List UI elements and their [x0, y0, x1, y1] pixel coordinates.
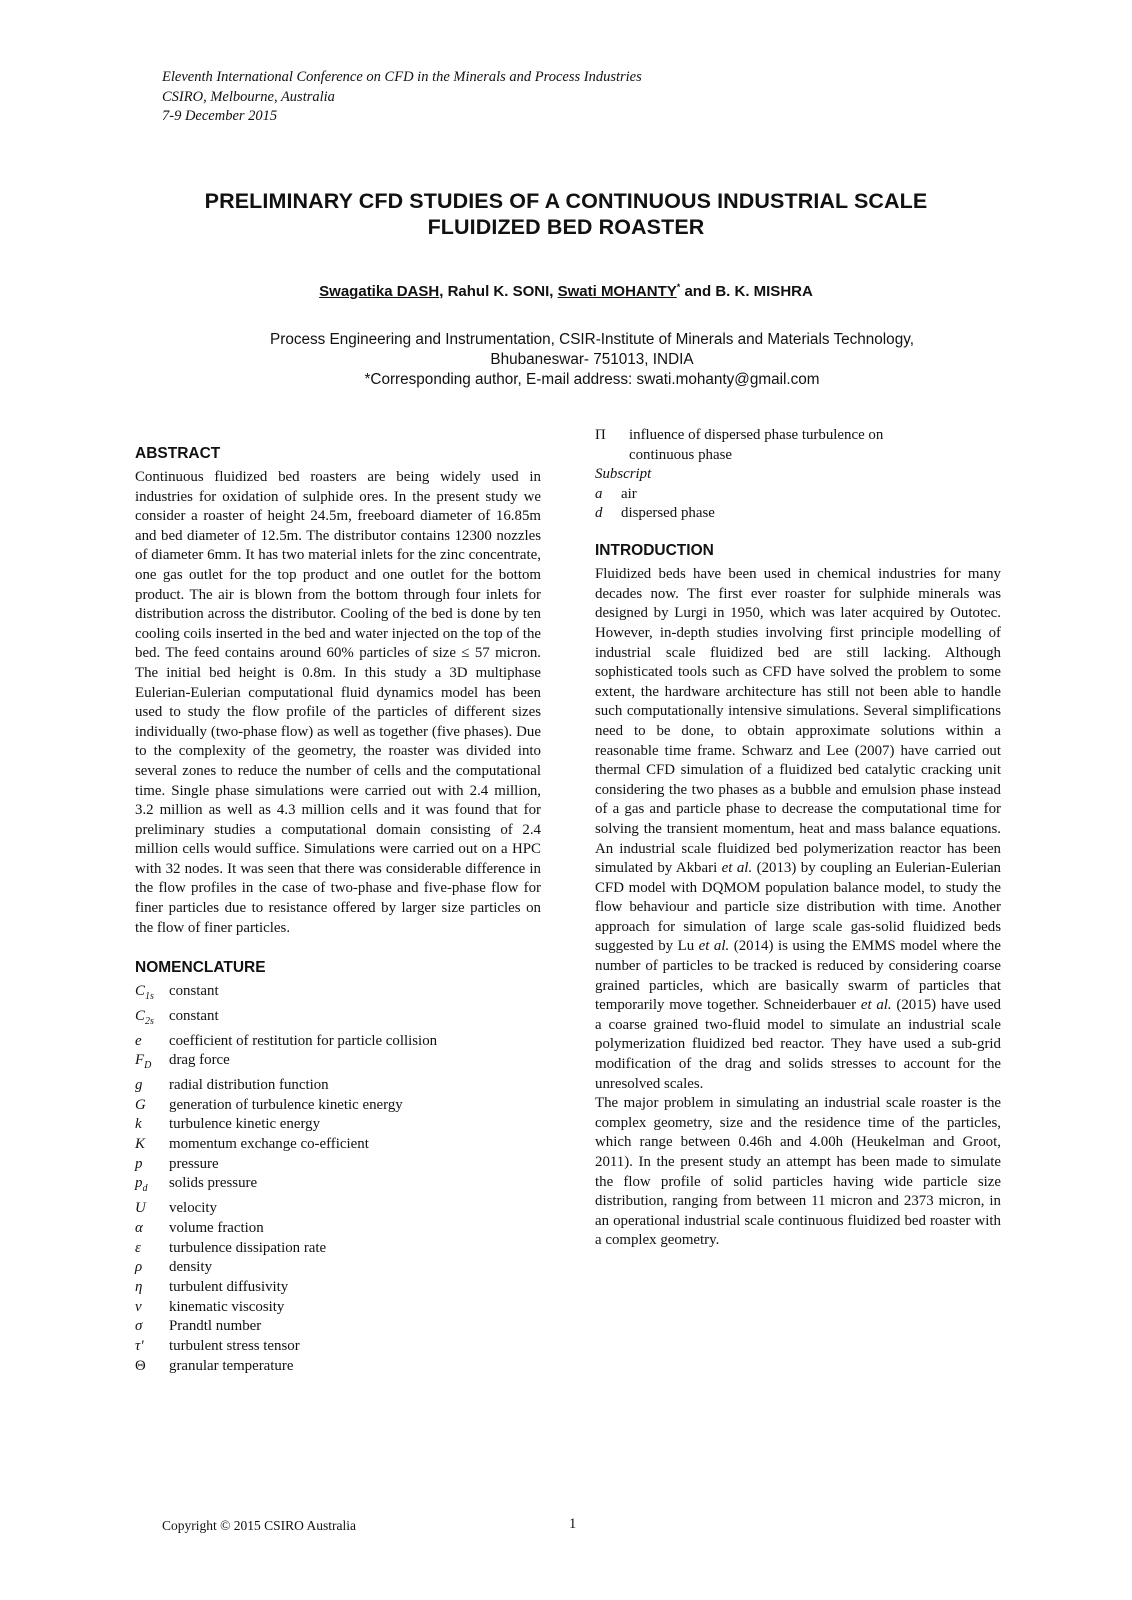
nomenclature-symbol: k [135, 1116, 142, 1133]
nomenclature-symbol: η [135, 1278, 143, 1295]
author-2: Rahul K. SONI [447, 283, 550, 300]
nomenclature-description [629, 426, 1001, 465]
introduction-paragraph-1 [595, 565, 1001, 1094]
corresponding-mark: * [676, 282, 681, 292]
title-line-1: PRELIMINARY CFD STUDIES OF A CONTINUOUS INDUSTRIAL SCALE [204, 189, 928, 213]
author-separator: and [680, 283, 716, 300]
title-line-2: FLUIDIZED BED ROASTER [427, 215, 705, 239]
nomenclature-item [135, 982, 541, 1007]
copyright-notice: Copyright © 2015 CSIRO Australia [162, 1518, 357, 1533]
nomenclature-description: kinematic viscosity [169, 1298, 285, 1315]
pi-desc-line-1: influence of dispersed phase turbulence on [629, 427, 884, 443]
nomenclature-symbol: $p_d$ [135, 1175, 148, 1195]
author-separator: , [549, 283, 558, 300]
introduction-heading: INTRODUCTION [595, 542, 714, 560]
nomenclature-item [135, 1096, 541, 1116]
nomenclature-symbol: α [135, 1219, 143, 1236]
nomenclature-symbol: $C_{1s}$ [135, 983, 154, 1003]
nomenclature-heading: NOMENCLATURE [135, 959, 266, 977]
intro-text: (2013) by coupling an Eulerian-Eulerian CFD model with DQMOM population balance model, to study the flow behaviour and particle size distribution with time. Another approach for simulation of large scale gas-solid fluidized beds suggested by Lu [595, 860, 1002, 955]
nomenclature-item [135, 1032, 541, 1052]
subscript-item [595, 504, 1001, 524]
nomenclature-description: momentum exchange co-efficient [169, 1136, 369, 1153]
nomenclature-item [135, 1115, 541, 1135]
right-column [595, 426, 1001, 1251]
corresponding-email: *Corresponding author, E-mail address: swati.mohanty@gmail.com [364, 371, 820, 388]
nomenclature-description: turbulence kinetic energy [169, 1116, 321, 1133]
nomenclature-description: velocity [169, 1200, 217, 1217]
subscript-symbol: d [595, 505, 603, 522]
conference-dates: 7-9 December 2015 [162, 108, 278, 124]
nomenclature-description: generation of turbulence kinetic energy [169, 1096, 403, 1113]
nomenclature-symbol: τ' [135, 1338, 144, 1355]
introduction-paragraph-2: The major problem in simulating an industrial scale roaster is the complex geometry, size and the residence time of the particles, which range between 0.46h and 4.00h (Heukelman and Groot, 2011). In the present study an attempt has been made to simulate the flow profile of solid particles having wide particle size distribution, ranging from between 11 micron and 2373 micron, in an operational industrial scale continuous fluidized bed roaster with a complex geometry. [595, 1095, 1001, 1249]
conference-header [162, 68, 642, 127]
nomenclature-description: volume fraction [169, 1219, 264, 1236]
nomenclature-symbol: ε [135, 1239, 141, 1256]
author-list [150, 282, 982, 300]
nomenclature-symbol: U [135, 1200, 146, 1217]
nomenclature-symbol: σ [135, 1318, 143, 1335]
abstract-text: Continuous fluidized bed roasters are being widely used in industries for oxidation of sulphide ores. In the present study we consider a roaster of height 24.5m, freeboard diameter of 16.85m and bed diameter of 12.5m. The distributor contains 12300 nozzles of diameter 6mm. It has two material inlets for the zinc concentrate, one gas outlet for the top product and one outlet for the bottom product. The air is blown from the bottom through four inlets for distribution across the distributor. Cooling of the bed is done by ten cooling coils inserted in the bed and water injected on the top of the bed. The feed contains around 60% particles of size ≤ 57 micron. The initial bed height is 0.8m. In this study a 3D multiphase Eulerian-Eulerian computational fluid dynamics model has been used to study the flow profile of the particles of different sizes individually (two-phase flow) as well as together (five phases). Due to the complexity of the geometry, the roaster was divided into several zones to reduce the number of cells and the computational time. Single phase simulations were carried out with 2.4 million, 3.2 million as well as 4.3 million cells and it was found that for preliminary studies a computational domain consisting of 2.4 million cells would suffice. Simulations were carried out on a HPC with 32 nodes. It was seen that there was considerable difference in the flow profiles in the case of two-phase and five-phase flow for finer particles due to resistance offered by larger size particles on the flow of finer particles. [135, 469, 541, 936]
et-al: et al. [698, 938, 730, 955]
nomenclature-symbol: e [135, 1032, 142, 1049]
nomenclature-symbol: Π [595, 427, 606, 443]
nomenclature-item [135, 1219, 541, 1239]
nomenclature-description: density [169, 1259, 213, 1276]
et-al: et al. [721, 860, 753, 877]
nomenclature-item [135, 1239, 541, 1259]
nomenclature-list [135, 982, 541, 1376]
nomenclature-symbol: K [135, 1136, 145, 1153]
conference-location: CSIRO, Melbourne, Australia [162, 88, 335, 105]
nomenclature-item [135, 1199, 541, 1219]
subscript-description: dispersed phase [621, 505, 715, 522]
nomenclature-item [135, 1317, 541, 1337]
nomenclature-item [135, 1174, 541, 1199]
nomenclature-item [595, 426, 1001, 465]
subscript-heading: Subscript [595, 466, 652, 483]
pi-desc-line-2: continuous phase [629, 446, 732, 463]
et-al: et al. [860, 997, 892, 1014]
nomenclature-symbol: Θ [135, 1357, 146, 1374]
nomenclature-symbol: g [135, 1076, 143, 1093]
nomenclature-item [135, 1051, 541, 1076]
nomenclature-symbol: $C_{2s}$ [135, 1007, 154, 1027]
affiliation [210, 330, 974, 390]
nomenclature-symbol: ρ [135, 1259, 143, 1276]
nomenclature-item [135, 1258, 541, 1278]
nomenclature-item [135, 1278, 541, 1298]
intro-text: Fluidized beds have been used in chemical industries for many decades now. The first ever roaster for sulphide minerals was designed by Lurgi in 1950, which was later acquired by Outotec. However, in-depth studies involving first principle modelling of industrial scale fluidized bed are still lacking. Although sophisticated tools such as CFD have solved the problem to some extent, the hardware architecture has still not been able to handle such computationally intensive simulations. Several simplifications need to be done, to obtain approximate solutions within a reasonable time frame. Schwarz and Lee (2007) have carried out thermal CFD simulation of a fluidized bed catalytic cracking unit considering the two phases as a bubble and emulsion phase instead of a gas and particle phase to decrease the computational time for solving the transient momentum, heat and mass balance equations. An industrial scale fluidized bed polymerization reactor has been simulated by Akbari [595, 566, 1001, 877]
nomenclature-description: Prandtl number [169, 1318, 262, 1335]
nomenclature-description: pressure [169, 1155, 219, 1172]
author-1: Swagatika DASH [319, 283, 440, 300]
paper-title [150, 188, 982, 240]
subscript-symbol: a [595, 485, 603, 502]
nomenclature-description: turbulent stress tensor [169, 1338, 300, 1355]
nomenclature-description: turbulent diffusivity [169, 1278, 289, 1295]
nomenclature-description: turbulence dissipation rate [169, 1239, 327, 1256]
subscript-description: air [621, 485, 637, 502]
nomenclature-symbol: $F_D$ [135, 1052, 152, 1072]
author-separator: , [439, 283, 448, 300]
nomenclature-description: solids pressure [169, 1175, 258, 1192]
subscript-item [595, 485, 1001, 505]
nomenclature-description: constant [169, 983, 219, 1000]
nomenclature-item [135, 1135, 541, 1155]
nomenclature-item [135, 1155, 541, 1175]
nomenclature-item [135, 1298, 541, 1318]
nomenclature-item [135, 1337, 541, 1357]
author-3: Swati MOHANTY [557, 283, 677, 300]
intro-text: (2015) have used a coarse grained two-fluid model to simulate an industrial scale polymerization fluidized bed reactor. They have used a sub-grid modification of the drag and solids stresses to account for the unresolved scales. [595, 997, 1002, 1092]
author-4: B. K. MISHRA [715, 283, 813, 300]
nomenclature-description: coefficient of restitution for particle collision [169, 1032, 438, 1049]
abstract-heading: ABSTRACT [135, 445, 221, 462]
left-column [135, 444, 541, 1376]
nomenclature-item [135, 1007, 541, 1032]
intro-text: (2014) is using the EMMS model where the number of particles to be tracked is reduced by considering coarse grained particles, which are basically swarm of particles that temporarily move together. Schneiderbauer [595, 938, 1001, 1014]
nomenclature-description: granular temperature [169, 1357, 294, 1374]
affiliation-city: Bhubaneswar- 751013, INDIA [490, 351, 694, 368]
nomenclature-description: constant [169, 1007, 219, 1024]
subscript-list [595, 485, 1001, 524]
nomenclature-description: radial distribution function [169, 1076, 329, 1093]
page-number: 1 [569, 1516, 577, 1532]
nomenclature-item [135, 1076, 541, 1096]
affiliation-institute: Process Engineering and Instrumentation, CSIR-Institute of Minerals and Materials Technology, [270, 331, 914, 348]
nomenclature-item [135, 1357, 541, 1377]
nomenclature-symbol: p [135, 1155, 143, 1172]
conference-name: Eleventh International Conference on CFD in the Minerals and Process Industries [162, 69, 642, 85]
nomenclature-description: drag force [169, 1052, 230, 1069]
nomenclature-symbol: G [135, 1096, 146, 1113]
nomenclature-symbol: ν [135, 1298, 142, 1315]
